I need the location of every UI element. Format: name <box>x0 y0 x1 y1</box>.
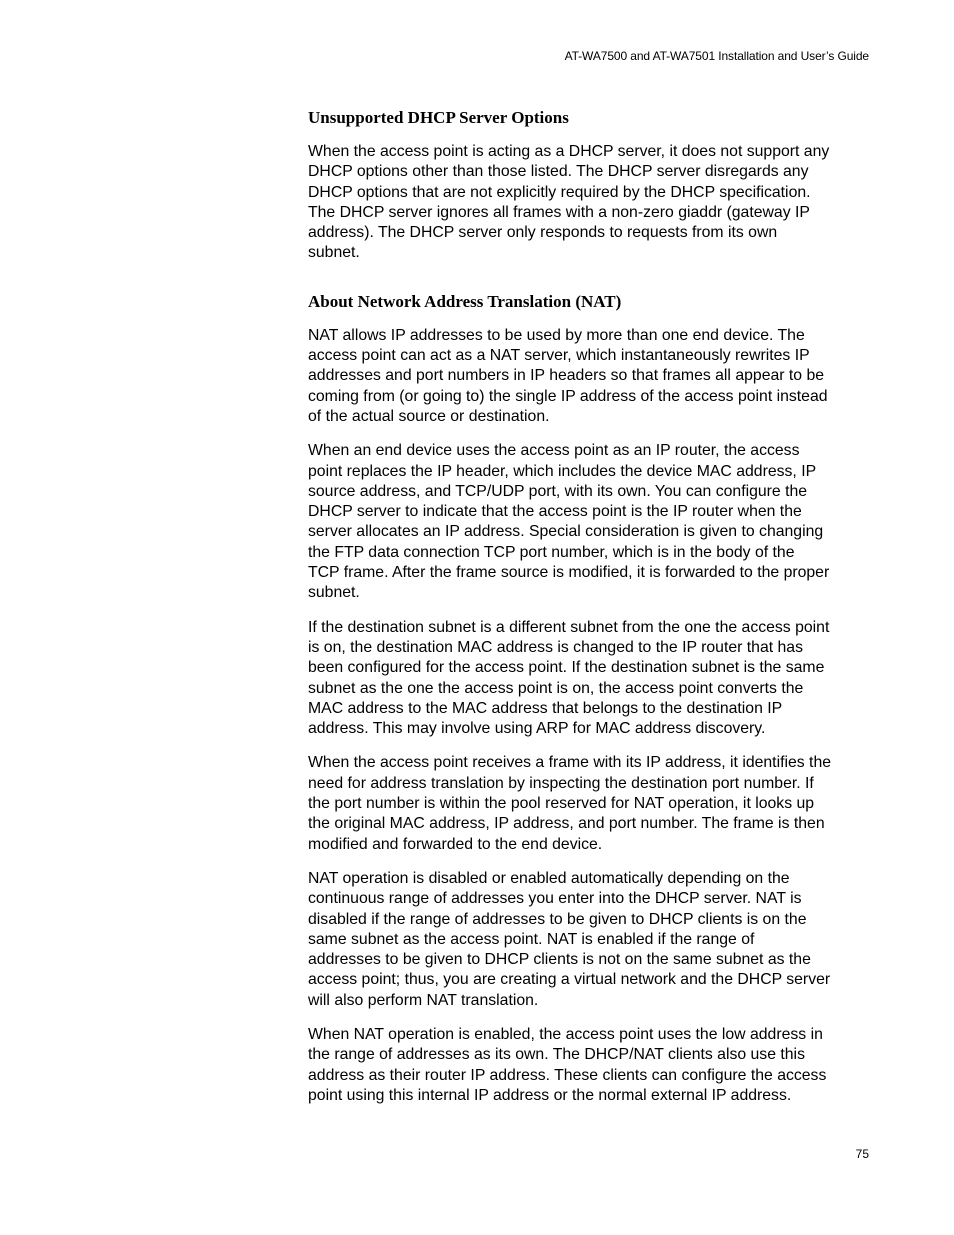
text-line: access point can act as a NAT server, which instantaneously rewrites IP <box>308 347 810 365</box>
text-line: server allocates an IP address. Special consideration is given to changing <box>308 523 824 541</box>
text-line: DHCP options other than those listed. The DHCP server disregards any <box>308 163 809 181</box>
text-line: When the access point is acting as a DHCP server, it does not support any <box>308 143 830 160</box>
text-line: continuous range of addresses you enter into the DHCP server. NAT is <box>308 890 802 908</box>
text-line: source address, and TCP/UDP port, with its own. You can configure the <box>308 482 808 500</box>
text-line: disabled if the range of addresses to be given to DHCP clients is on the <box>308 910 807 928</box>
text-line: the port number is within the pool reserved for NAT operation, it looks up <box>308 795 815 813</box>
text-line: been configured for the access point. If the destination subnet is the same <box>308 659 825 677</box>
text-line: will also perform NAT translation. <box>308 991 539 1009</box>
paragraph-nat-low-address <box>308 1025 870 1106</box>
paragraph-nat-intro <box>308 326 870 427</box>
text-line: modified and forwarded to the end device. <box>308 835 603 853</box>
paragraph-address-translation <box>308 753 870 854</box>
text-line: point replaces the IP header, which includes the device MAC address, IP <box>308 462 817 480</box>
page-content <box>308 107 870 1120</box>
text-line: When an end device uses the access point as an IP router, the access <box>308 442 800 460</box>
section-heading-nat: About Network Address Translation (NAT) <box>308 291 622 311</box>
text-line: address as their router IP address. These clients can configure the access <box>308 1066 827 1084</box>
paragraph-nat-enable-disable <box>308 869 870 1011</box>
text-line: need for address translation by inspecting the destination port number. If <box>308 774 814 792</box>
running-header: AT-WA7500 and AT-WA7501 Installation and User’s Guide <box>564 49 869 63</box>
text-line: DHCP server to indicate that the access point is the IP router when the <box>308 503 802 521</box>
text-line: If the destination subnet is a different subnet from the one the access point <box>308 618 830 636</box>
text-line: the original MAC address, IP address, and port number. The frame is then <box>308 815 825 833</box>
page-number: 75 <box>855 1147 869 1161</box>
text-line: of the actual source or destination. <box>308 407 550 425</box>
text-line: the range of addresses as its own. The DHCP/NAT clients also use this <box>308 1046 805 1064</box>
section-heading-unsupported-dhcp: Unsupported DHCP Server Options <box>308 108 569 127</box>
text-line: access point; thus, you are creating a virtual network and the DHCP server <box>308 971 831 989</box>
text-line: the FTP data connection TCP port number, which is in the body of the <box>308 543 795 561</box>
text-line: addresses and port numbers in IP headers so that frames all appear to be <box>308 367 825 385</box>
text-line: address. This may involve using ARP for MAC address discovery. <box>308 720 766 738</box>
text-line: The DHCP server ignores all frames with a non-zero giaddr (gateway IP <box>308 203 810 221</box>
text-line: NAT operation is disabled or enabled automatically depending on the <box>308 869 790 887</box>
text-line: When NAT operation is enabled, the access point uses the low address in <box>308 1025 823 1043</box>
text-line: is on, the destination MAC address is changed to the IP router that has <box>308 638 803 656</box>
text-line: MAC address to the MAC address that belongs to the destination IP <box>308 699 783 717</box>
text-line: coming from (or going to) the single IP address of the access point instead <box>308 387 828 405</box>
text-line: same subnet as the access point. NAT is enabled if the range of <box>308 930 755 948</box>
text-line: DHCP options that are not explicitly required by the DHCP specification. <box>308 183 811 201</box>
text-line: subnet. <box>308 584 360 602</box>
text-line: address). The DHCP server only responds to requests from its own <box>308 224 778 242</box>
text-line: point using this internal IP address or the normal external IP address. <box>308 1086 792 1104</box>
paragraph-destination-subnet <box>308 618 870 740</box>
text-line: subnet. <box>308 244 360 262</box>
text-line: When the access point receives a frame with its IP address, it identifies the <box>308 754 832 772</box>
text-line: subnet as the one the access point is on, the access point converts the <box>308 679 804 697</box>
text-line: TCP frame. After the frame source is modified, it is forwarded to the proper <box>308 564 830 582</box>
text-line: NAT allows IP addresses to be used by more than one end device. The <box>308 326 805 344</box>
paragraph-dhcp-options <box>308 142 870 264</box>
paragraph-ip-router <box>308 441 870 603</box>
text-line: addresses to be given to DHCP clients is not on the same subnet as the <box>308 951 811 969</box>
